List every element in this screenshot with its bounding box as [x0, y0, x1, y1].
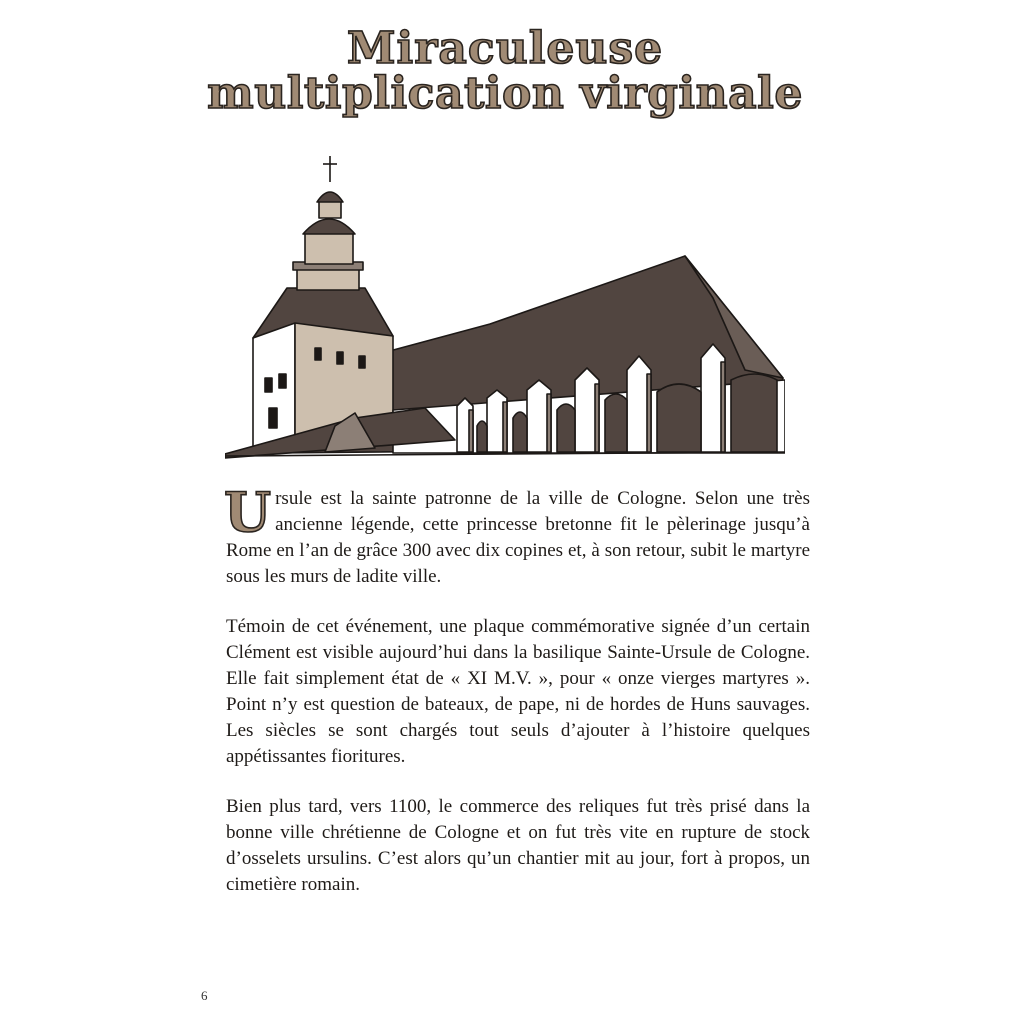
body-text: [224, 480, 810, 922]
paragraph-1-text: rsule est la sainte patronne de la ville de Cologne. Selon une très ancienne légende, cette princesse bretonne fit le pèlerinage jusqu’à Rome en l’an de grâce 300 avec dix copines et, à son retour, subit le martyre sous les murs de ladite ville.: [226, 488, 810, 587]
paragraph-3: Bien plus tard, vers 1100, le commerce des reliques fut très prisé dans la bonne ville chrétienne de Cologne et on fut très vite en rupture de stock d’osselets ursulins. C’est alors qu’un chantier mit au jour, fort à propos, un cimetière romain.: [226, 796, 810, 895]
page-title: [0, 23, 1010, 120]
paragraph-1: [224, 480, 810, 590]
title-line-2: multiplication virginale: [207, 68, 803, 120]
basilica-illustration-icon: [225, 148, 785, 460]
drop-cap: U: [224, 480, 272, 544]
paragraph-2: Témoin de cet événement, une plaque commémorative signée d’un certain Clément est visible aujourd’hui dans la basilique Sainte-Ursule de Cologne. Elle fait simplement état de « XI M.V. », pour « onze vierges martyres ». Point n’y est question de bateaux, de pape, ni de hordes de Huns sauvages. Les siècles se sont chargés tout seuls d’ajouter à l’histoire quelques appétissantes fioritures.: [226, 616, 810, 767]
page-number: 6: [201, 988, 208, 1003]
title-line-1: Miraculeuse: [346, 23, 664, 75]
